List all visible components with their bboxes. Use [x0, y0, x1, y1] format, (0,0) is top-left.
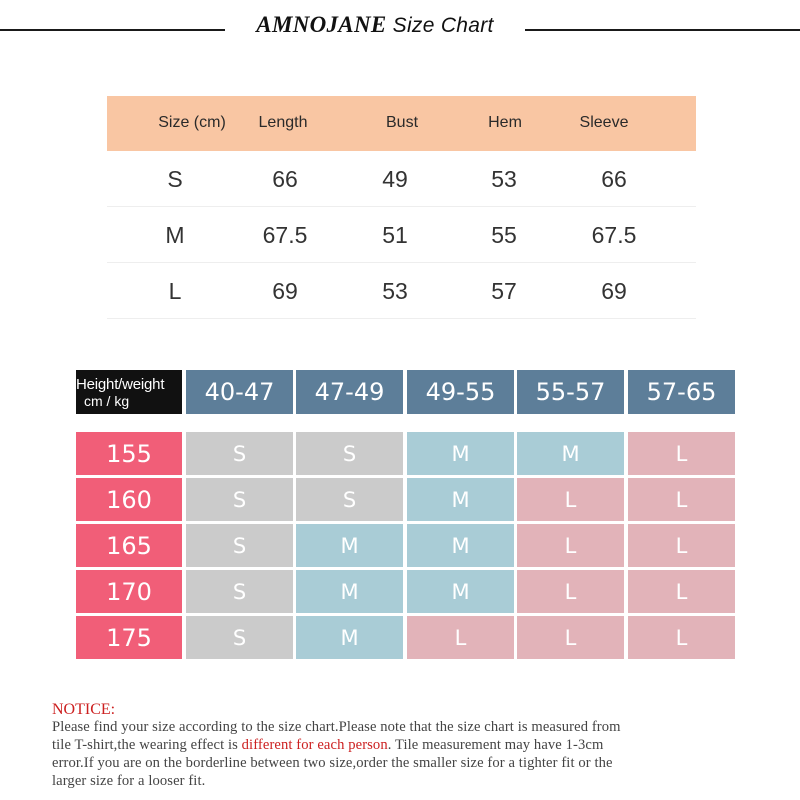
size-cell: S — [186, 478, 293, 521]
size-cell: L — [517, 478, 624, 521]
cell-size: L — [168, 278, 182, 304]
title-text: Size Chart — [386, 14, 494, 37]
size-cell: M — [407, 432, 514, 475]
size-cell: M — [296, 616, 403, 659]
cell-bust: 49 — [382, 166, 408, 192]
size-cell: L — [517, 570, 624, 613]
size-cell: S — [186, 616, 293, 659]
header-size: Size (cm) — [158, 114, 226, 131]
cell-length: 67.5 — [262, 222, 308, 248]
weight-header: 57-65 — [628, 370, 735, 414]
height-label: 165 — [76, 524, 182, 567]
grid-corner-label — [76, 370, 182, 414]
table-row — [107, 263, 696, 319]
height-label: 160 — [76, 478, 182, 521]
size-cell: S — [186, 432, 293, 475]
weight-header: 47-49 — [296, 370, 403, 414]
notice-highlight: different for each person — [241, 737, 388, 753]
size-cell: S — [186, 570, 293, 613]
header-bust: Bust — [385, 114, 419, 131]
title-rule-right — [525, 29, 800, 31]
cell-size: M — [165, 222, 185, 248]
size-cell: M — [407, 524, 514, 567]
cell-sleeve: 67.5 — [591, 222, 637, 248]
notice-line: error.If you are on the borderline between two size,order the smaller size for a tighter fit or the — [52, 755, 613, 771]
height-label: 175 — [76, 616, 182, 659]
height-label: 155 — [76, 432, 182, 475]
notice-text: tile T-shirt,the wearing effect is — [52, 737, 242, 753]
header-sleeve: Sleeve — [579, 114, 629, 131]
notice-text: . Tile measurement may have 1-3cm — [387, 737, 604, 753]
cell-bust: 51 — [382, 222, 408, 248]
page-title — [225, 12, 525, 38]
notice-line — [52, 736, 752, 754]
cell-length: 69 — [272, 278, 298, 304]
cell-sleeve: 69 — [601, 278, 627, 304]
size-cell: L — [407, 616, 514, 659]
cell-size: S — [167, 166, 183, 192]
brand-name: AMNOJANE — [256, 12, 387, 37]
table-row — [107, 151, 696, 207]
cell-sleeve: 66 — [601, 166, 627, 192]
height-label: 170 — [76, 570, 182, 613]
size-cell: L — [628, 524, 735, 567]
cell-length: 66 — [272, 166, 298, 192]
size-cell: L — [628, 478, 735, 521]
size-cell: S — [186, 524, 293, 567]
weight-header: 55-57 — [517, 370, 624, 414]
cell-bust: 53 — [382, 278, 408, 304]
cell-hem: 57 — [491, 278, 517, 304]
size-cell: L — [628, 432, 735, 475]
size-cell: M — [407, 478, 514, 521]
header-hem: Hem — [488, 114, 522, 131]
notice-line: larger size for a looser fit. — [52, 773, 206, 789]
title-rule-left — [0, 29, 225, 31]
corner-line-1: Height/weight — [76, 376, 165, 393]
notice-line: Please find your size according to the size chart.Please note that the size chart is measured from — [52, 719, 621, 735]
size-cell: S — [296, 432, 403, 475]
weight-header: 49-55 — [407, 370, 514, 414]
notice — [52, 701, 752, 790]
size-cell: L — [628, 616, 735, 659]
size-cell: M — [407, 570, 514, 613]
cell-hem: 55 — [491, 222, 517, 248]
size-cell: M — [296, 570, 403, 613]
size-cell: L — [628, 570, 735, 613]
size-cell: M — [517, 432, 624, 475]
weight-header: 40-47 — [186, 370, 293, 414]
size-cell: L — [517, 524, 624, 567]
measurement-table — [107, 96, 696, 319]
header-length: Length — [258, 114, 308, 131]
cell-hem: 53 — [491, 166, 517, 192]
size-cell: L — [517, 616, 624, 659]
size-cell: M — [296, 524, 403, 567]
corner-line-2: cm / kg — [84, 393, 130, 409]
notice-body — [52, 718, 752, 790]
notice-title: NOTICE: — [52, 701, 116, 718]
measurement-table-header — [107, 96, 696, 151]
table-row — [107, 207, 696, 263]
size-cell: S — [296, 478, 403, 521]
